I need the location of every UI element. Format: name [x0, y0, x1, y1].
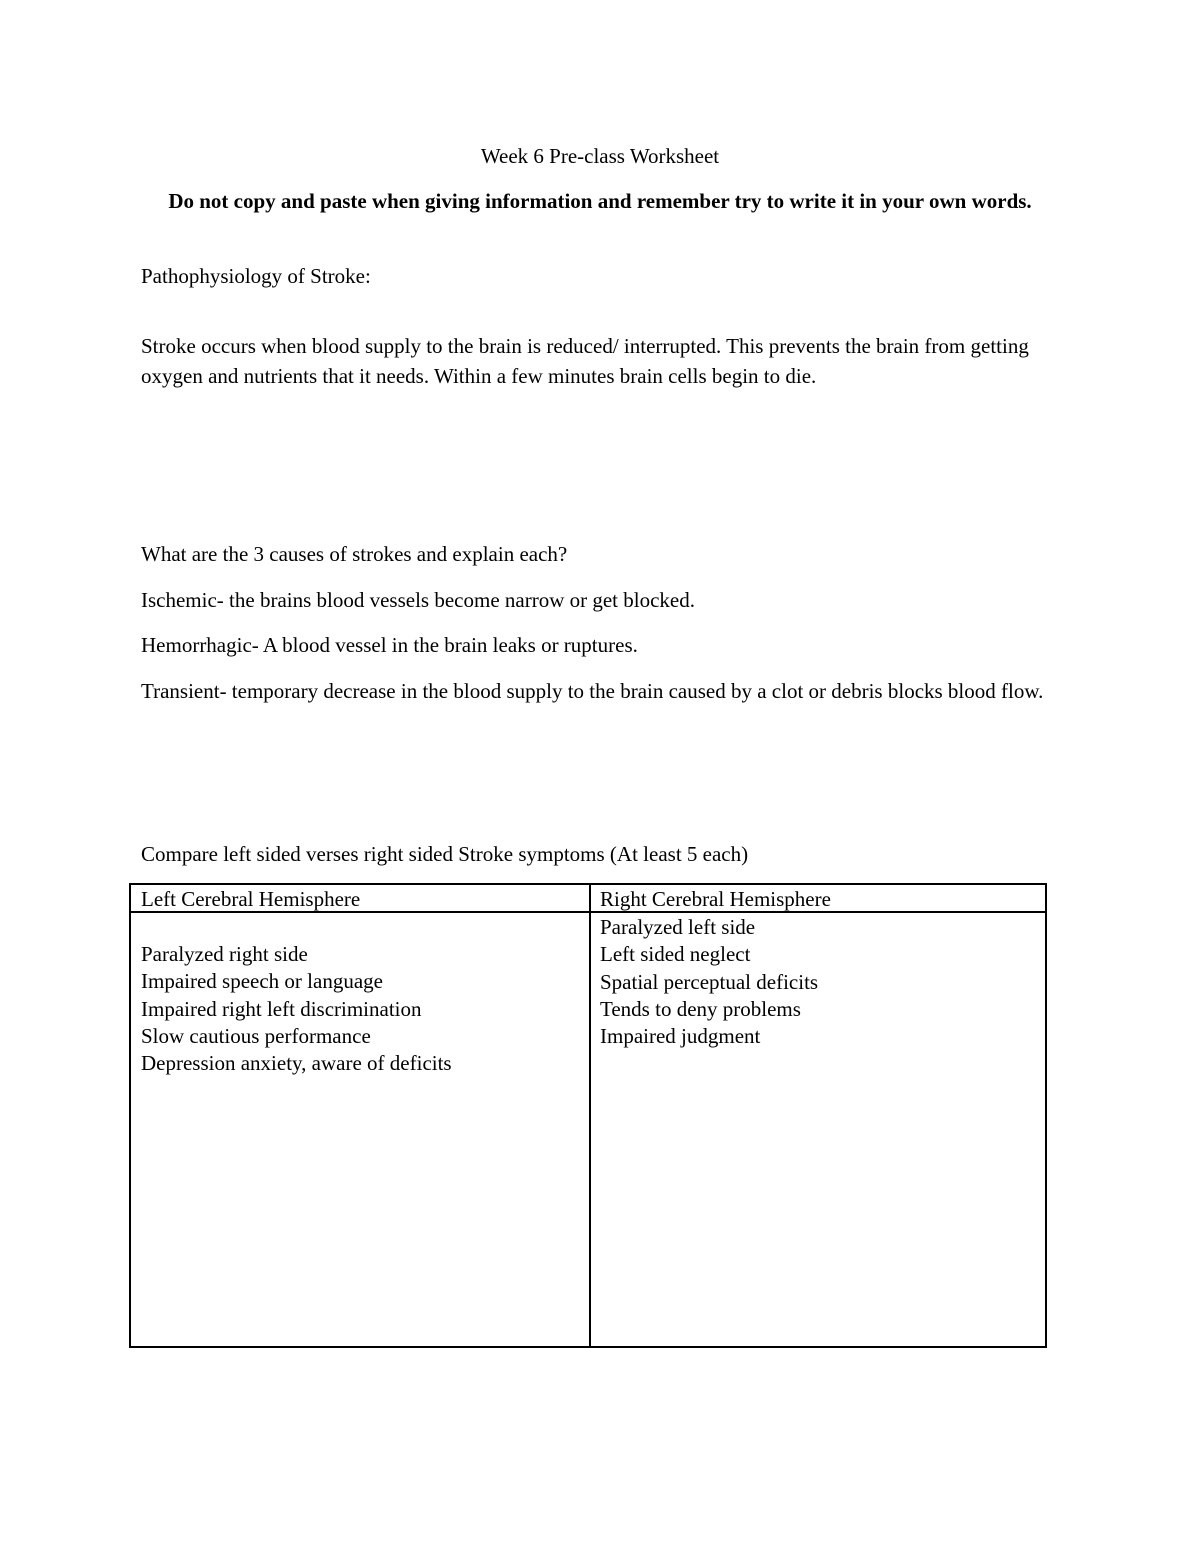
list-item: Impaired right left discrimination	[141, 996, 422, 1021]
cause-transient: Transient- temporary decrease in the blood supply to the brain caused by a clot or debris blocks blood flow.	[141, 679, 1044, 703]
list-item: Tends to deny problems	[600, 996, 801, 1021]
list-item: Slow cautious performance	[141, 1023, 371, 1048]
left-hemisphere-header: Left Cerebral Hemisphere	[141, 887, 361, 911]
instruction-text: Do not copy and paste when giving information and remember try to write it in your own words.	[168, 189, 1032, 213]
list-item: Impaired speech or language	[141, 969, 383, 994]
worksheet-title: Week 6 Pre-class Worksheet	[480, 144, 720, 168]
cause-ischemic: Ischemic- the brains blood vessels become narrow or get blocked.	[141, 588, 695, 612]
list-item: Depression anxiety, aware of deficits	[141, 1051, 452, 1076]
left-symptoms-list	[141, 941, 452, 1077]
list-item: Impaired judgment	[600, 1024, 761, 1049]
table-header-divider	[131, 911, 1045, 913]
right-symptoms-list	[600, 914, 818, 1050]
right-hemisphere-header: Right Cerebral Hemisphere	[600, 887, 831, 911]
pathophysiology-answer: Stroke occurs when blood supply to the brain is reduced/ interrupted. This prevents the brain from getting oxygen and nutrients that it needs. Within a few minutes brain cells begin to die.	[141, 334, 1029, 388]
symptoms-table	[129, 883, 1047, 1348]
cause-hemorrhagic: Hemorrhagic- A blood vessel in the brain leaks or ruptures.	[141, 633, 638, 657]
causes-question: What are the 3 causes of strokes and explain each?	[141, 542, 568, 566]
list-item: Paralyzed right side	[141, 942, 308, 966]
table-column-divider	[589, 885, 591, 1346]
list-item: Spatial perceptual deficits	[600, 969, 819, 994]
list-item: Paralyzed left side	[600, 915, 756, 939]
pathophysiology-heading: Pathophysiology of Stroke:	[141, 264, 371, 288]
compare-prompt: Compare left sided verses right sided Stroke symptoms (At least 5 each)	[141, 842, 749, 866]
list-item: Left sided neglect	[600, 942, 751, 967]
